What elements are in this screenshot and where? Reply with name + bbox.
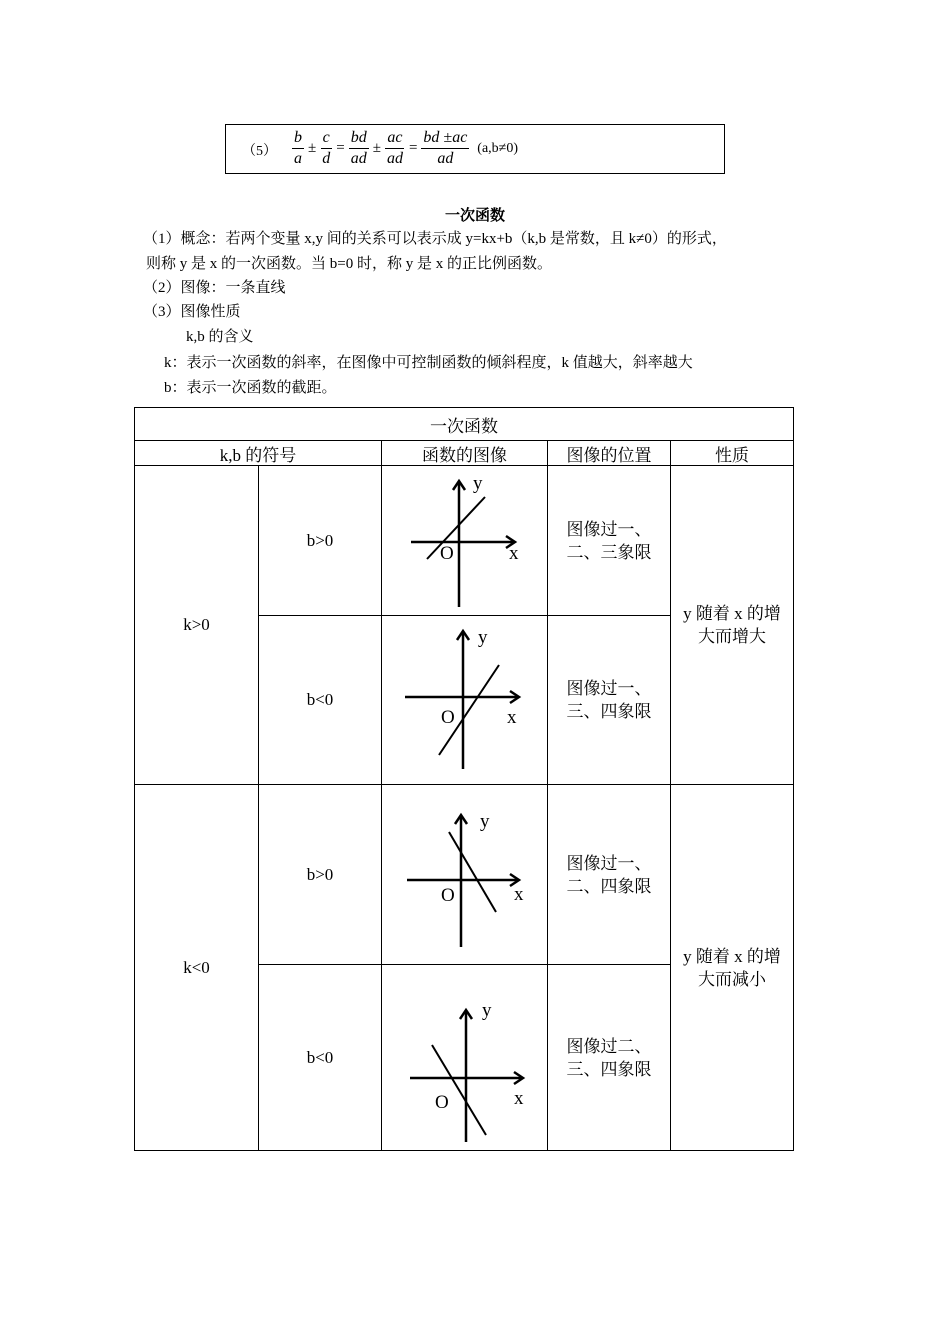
header-property: 性质 (671, 441, 793, 466)
concept-line-1: （1）概念：若两个变量 x,y 间的关系可以表示成 y=kx+b（k,b 是常数，且 k≠0）的形式， (143, 231, 727, 247)
position-cell-1 (548, 466, 671, 616)
b-cell-2: b<0 (259, 616, 382, 785)
y-label: y (473, 473, 483, 494)
x-label: x (514, 1088, 524, 1109)
position-cell-3 (548, 785, 671, 965)
header-position: 图像的位置 (548, 441, 671, 466)
concept-line-2: 则称 y 是 x 的一次函数。当 b=0 时，称 y 是 x 的正比例函数。 (146, 256, 552, 272)
b-cell-1: b>0 (259, 466, 382, 616)
property-text: y 随着 x 的增大而增大 (683, 604, 781, 646)
operator: ± (308, 140, 317, 156)
property-cell-increase (671, 466, 793, 785)
x-label: x (514, 884, 524, 905)
k-negative-cell: k<0 (135, 785, 259, 1150)
formula-box (225, 124, 725, 174)
position-cell-4 (548, 965, 671, 1150)
b-description: b：表示一次函数的截距。 (164, 380, 337, 396)
fraction-4 (385, 128, 405, 169)
graph-k-pos-b-pos (403, 467, 525, 612)
denominator: ad (386, 150, 403, 167)
fraction-2 (320, 128, 332, 169)
b-cell-3: b>0 (259, 785, 382, 965)
section-title: 一次函数 (444, 208, 505, 224)
numerator: c (321, 128, 332, 149)
k-description: k：表示一次函数的斜率，在图像中可控制函数的倾斜程度，k 值越大，斜率越大 (164, 355, 693, 371)
graph-k-neg-b-neg (398, 972, 532, 1147)
kb-meaning-line: k,b 的含义 (186, 329, 254, 345)
origin-label: O (441, 885, 455, 906)
origin-label: O (440, 543, 454, 564)
equals: = (336, 140, 345, 156)
formula-condition: (a,b≠0) (477, 140, 519, 156)
y-label: y (482, 1000, 492, 1021)
position-cell-2 (548, 616, 671, 785)
numerator: ac (385, 128, 404, 149)
header-graph: 函数的图像 (382, 441, 548, 466)
fraction-1 (292, 128, 304, 169)
property-text: y 随着 x 的增大而减小 (683, 946, 781, 989)
y-label: y (478, 627, 488, 648)
function-line (432, 1045, 486, 1135)
function-line (427, 497, 485, 559)
graph-k-neg-b-pos (401, 787, 531, 959)
b-cell-4: b<0 (259, 965, 382, 1150)
position-text: 图像过二、三、四象限 (566, 1036, 652, 1079)
denominator: d (322, 150, 331, 167)
y-label: y (480, 811, 490, 832)
graph-line: （2）图像：一条直线 (143, 280, 286, 296)
x-label: x (509, 543, 519, 564)
x-label: x (507, 707, 517, 728)
origin-label: O (441, 707, 455, 728)
numerator: bd ±ac (421, 128, 469, 149)
position-text: 图像过一、二、三象限 (566, 519, 652, 562)
graph-k-pos-b-neg (403, 617, 525, 782)
formula-number: （5） (242, 144, 277, 159)
property-cell-decrease (671, 785, 793, 1150)
numerator: b (292, 128, 304, 149)
fraction-5 (421, 128, 469, 169)
position-text: 图像过一、二、四象限 (566, 853, 652, 896)
properties-line: （3）图像性质 (143, 304, 241, 320)
equals: = (408, 140, 418, 156)
numerator: bd (349, 128, 369, 149)
operator: ± (372, 140, 381, 156)
origin-label: O (435, 1092, 449, 1113)
fraction-formula (290, 128, 518, 169)
k-positive-cell: k>0 (135, 466, 259, 785)
table-title: 一次函数 (135, 408, 793, 441)
header-kb-sign: k,b 的符号 (135, 441, 382, 466)
fraction-3 (349, 128, 369, 169)
position-text: 图像过一、三、四象限 (566, 679, 652, 721)
denominator: ad (437, 150, 454, 167)
denominator: a (294, 150, 302, 167)
function-line (449, 832, 496, 912)
denominator: ad (350, 150, 367, 167)
